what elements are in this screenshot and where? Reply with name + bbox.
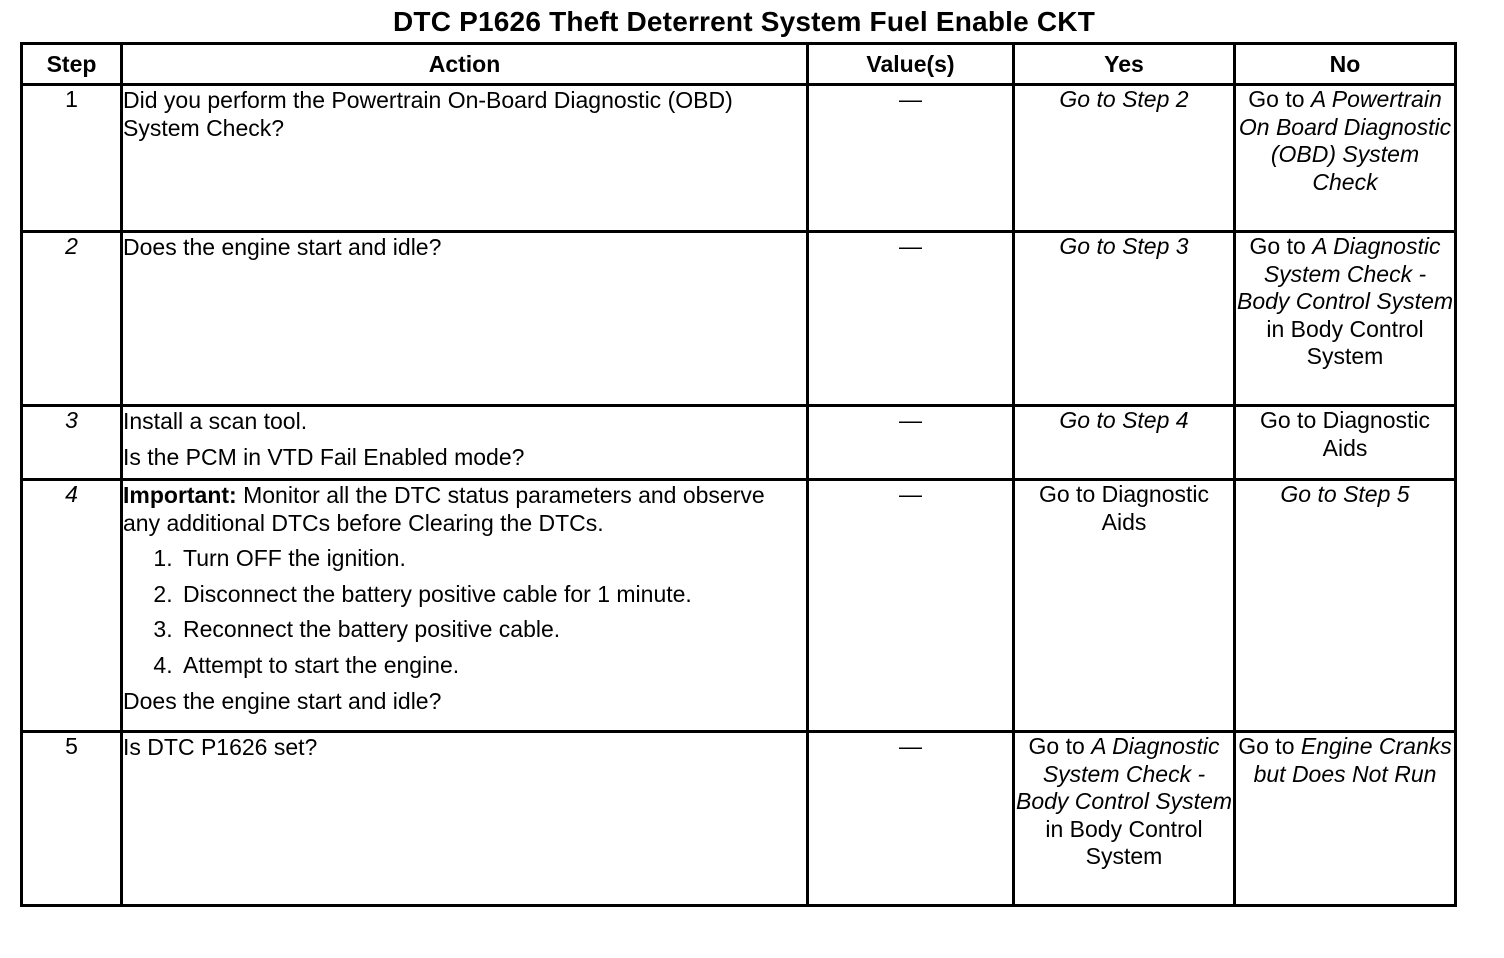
table-row-step-5 bbox=[22, 732, 1456, 906]
value-cell: — bbox=[808, 480, 1014, 732]
step-number: 2 bbox=[22, 232, 122, 406]
list-item: 3. Reconnect the battery positive cable. bbox=[179, 612, 806, 648]
no-link[interactable]: Go to Step 5 bbox=[1280, 481, 1410, 507]
action-text bbox=[122, 480, 808, 732]
value-cell: — bbox=[808, 232, 1014, 406]
yes-cell bbox=[1014, 85, 1235, 232]
list-item: 4. Attempt to start the engine. bbox=[179, 648, 806, 684]
no-link[interactable]: Engine Cranks but Does Not Run bbox=[1253, 733, 1452, 787]
step-number: 4 bbox=[22, 480, 122, 732]
no-cell bbox=[1235, 480, 1456, 732]
header-step: Step bbox=[22, 44, 122, 85]
yes-cell bbox=[1014, 480, 1235, 732]
value-cell: — bbox=[808, 406, 1014, 480]
no-cell bbox=[1235, 406, 1456, 480]
yes-link[interactable]: Go to Step 3 bbox=[1059, 233, 1189, 259]
header-no: No bbox=[1235, 44, 1456, 85]
important-label: Important: bbox=[123, 482, 237, 508]
yes-link[interactable]: A Diagnostic System Check - Body Control System bbox=[1015, 733, 1233, 814]
no-link[interactable]: A Diagnostic System Check - Body Control System bbox=[1236, 233, 1454, 314]
diagnostic-table bbox=[20, 42, 1457, 907]
step-number: 1 bbox=[22, 85, 122, 232]
yes-cell: Go to A Diagnostic System Check - Body Control System in Body Control System bbox=[1014, 732, 1235, 906]
yes-link[interactable]: Go to Diagnostic Aids bbox=[1038, 481, 1210, 535]
important-note bbox=[123, 481, 806, 537]
table-header-row bbox=[22, 44, 1456, 85]
page-title: DTC P1626 Theft Deterrent System Fuel Enable CKT bbox=[393, 6, 1095, 37]
no-link[interactable]: Go to Diagnostic Aids bbox=[1259, 407, 1431, 461]
value-cell: — bbox=[808, 732, 1014, 906]
action-line: Install a scan tool. bbox=[123, 408, 308, 434]
no-cell: Go to A Powertrain On Board Diagnostic (OBD) System Check bbox=[1235, 85, 1456, 232]
yes-link[interactable]: Go to Step 2 bbox=[1059, 86, 1189, 112]
header-action: Action bbox=[122, 44, 808, 85]
step-number: 5 bbox=[22, 732, 122, 906]
no-cell: Go to Engine Cranks but Does Not Run bbox=[1235, 732, 1456, 906]
table-row-step-3 bbox=[22, 406, 1456, 480]
no-link[interactable]: A Powertrain On Board Diagnostic (OBD) System Check bbox=[1238, 86, 1452, 195]
yes-cell bbox=[1014, 406, 1235, 480]
important-text: Monitor all the DTC status parameters and observe any additional DTCs before Clearing the DTCs. bbox=[123, 482, 765, 536]
list-item: 2. Disconnect the battery positive cable for 1 minute. bbox=[179, 577, 806, 613]
action-question: Is the PCM in VTD Fail Enabled mode? bbox=[123, 444, 525, 470]
table-row-step-1 bbox=[22, 85, 1456, 232]
substeps-list bbox=[123, 541, 806, 683]
action-question: Does the engine start and idle? bbox=[123, 688, 442, 714]
yes-link[interactable]: Go to Step 4 bbox=[1059, 407, 1189, 433]
list-item: 1. Turn OFF the ignition. bbox=[179, 541, 806, 577]
action-text bbox=[122, 406, 808, 480]
table-row-step-4 bbox=[22, 480, 1456, 732]
action-text: Did you perform the Powertrain On-Board Diagnostic (OBD) System Check? bbox=[122, 85, 808, 232]
table-row-step-2 bbox=[22, 232, 1456, 406]
action-text: Is DTC P1626 set? bbox=[122, 732, 808, 906]
yes-cell bbox=[1014, 232, 1235, 406]
no-cell: Go to A Diagnostic System Check - Body Control System in Body Control System bbox=[1235, 232, 1456, 406]
step-number: 3 bbox=[22, 406, 122, 480]
header-yes: Yes bbox=[1014, 44, 1235, 85]
header-values: Value(s) bbox=[808, 44, 1014, 85]
action-text: Does the engine start and idle? bbox=[122, 232, 808, 406]
value-cell: — bbox=[808, 85, 1014, 232]
